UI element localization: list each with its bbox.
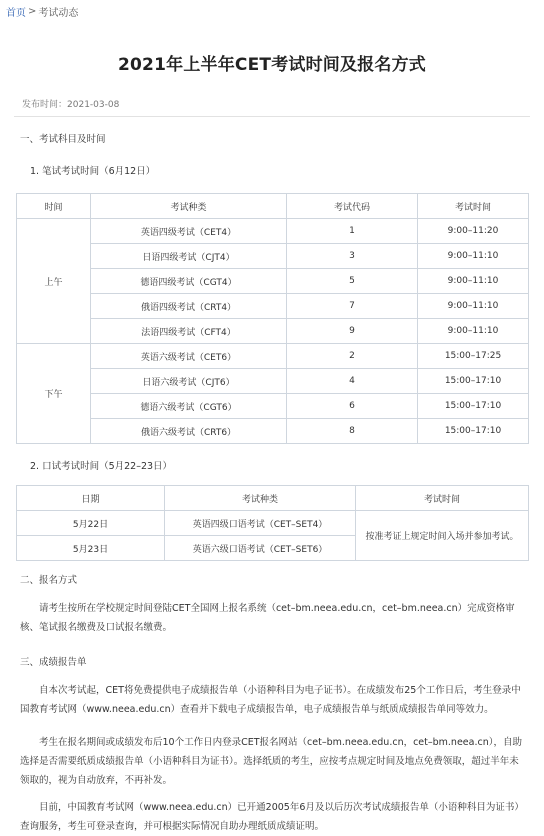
written-exam-table <box>16 193 529 444</box>
column-header: 考试时间 <box>356 486 529 511</box>
table-header-row <box>17 486 529 511</box>
column-header: 日期 <box>17 486 165 511</box>
oral-exam-table <box>16 485 529 561</box>
subject-cell: 俄语六级考试（CRT6） <box>91 419 287 444</box>
subject-cell: 日语四级考试（CJT4） <box>91 244 287 269</box>
report-paragraph: 自本次考试起，CET将免费提供电子成绩报告单（小语种科目为电子证书）。在成绩发布25个工作日后，考生登录中国教育考试网（www.neea.edu.cn）查看并下载电子成绩报告单，电子成绩报告单与纸质成绩报告单同等效力。 <box>20 685 521 715</box>
publish-date: 2021-03-08 <box>67 100 120 110</box>
table-row <box>17 244 529 269</box>
date-cell: 5月22日 <box>17 511 165 536</box>
written-exam-heading: 1. 笔试考试时间（6月12日） <box>30 166 156 177</box>
code-cell: 2 <box>287 344 418 369</box>
section2-heading: 二、报名方式 <box>20 575 78 586</box>
code-cell: 5 <box>287 269 418 294</box>
report-paragraph: 目前，中国教育考试网（www.neea.edu.cn）已开通2005年6月及以后历次考试成绩报告单（小语种科目为证书）查询服务，考生可登录查询，并可根据实际情况自助办理纸质成绩证明。 <box>20 802 524 832</box>
subject-cell: 英语六级口语考试（CET–SET6） <box>165 536 356 561</box>
time-cell: 15:00–17:10 <box>418 394 529 419</box>
period-cell: 上午 <box>17 219 91 344</box>
column-header: 考试种类 <box>165 486 356 511</box>
table-header-row <box>17 194 529 219</box>
subject-cell: 法语四级考试（CFT4） <box>91 319 287 344</box>
code-cell: 4 <box>287 369 418 394</box>
column-header: 考试时间 <box>418 194 529 219</box>
table-row <box>17 269 529 294</box>
time-cell: 15:00–17:10 <box>418 419 529 444</box>
code-cell: 6 <box>287 394 418 419</box>
subject-cell: 俄语四级考试（CRT4） <box>91 294 287 319</box>
publish-info <box>22 97 119 110</box>
breadcrumb <box>6 4 78 19</box>
time-cell: 9:00–11:10 <box>418 319 529 344</box>
table-row <box>17 319 529 344</box>
exam-time-note: 按准考证上规定时间入场并参加考试。 <box>356 511 529 561</box>
code-cell: 8 <box>287 419 418 444</box>
subject-cell: 英语四级口语考试（CET–SET4） <box>165 511 356 536</box>
code-cell: 3 <box>287 244 418 269</box>
table-row <box>17 219 529 244</box>
code-cell: 7 <box>287 294 418 319</box>
subject-cell: 英语六级考试（CET6） <box>91 344 287 369</box>
time-cell: 9:00–11:10 <box>418 269 529 294</box>
subject-cell: 德语四级考试（CGT4） <box>91 269 287 294</box>
registration-paragraph: 请考生按所在学校规定时间登陆CET全国网上报名系统（cet–bm.neea.edu.cn，cet–bm.neea.cn）完成资格审核、笔试报名缴费及口试报名缴费。 <box>20 603 515 633</box>
table-row <box>17 369 529 394</box>
breadcrumb-separator: > <box>28 6 37 17</box>
period-cell: 下午 <box>17 344 91 444</box>
breadcrumb-home-link[interactable]: 首页 <box>6 8 26 19</box>
date-cell: 5月23日 <box>17 536 165 561</box>
subject-cell: 德语六级考试（CGT6） <box>91 394 287 419</box>
code-cell: 1 <box>287 219 418 244</box>
table-row <box>17 294 529 319</box>
column-header: 考试种类 <box>91 194 287 219</box>
table-row <box>17 419 529 444</box>
section3-heading: 三、成绩报告单 <box>20 657 87 668</box>
time-cell: 15:00–17:10 <box>418 369 529 394</box>
page-title: 2021年上半年CET考试时间及报名方式 <box>118 55 426 75</box>
table-row <box>17 394 529 419</box>
oral-exam-heading: 2. 口试考试时间（5月22–23日） <box>30 461 173 472</box>
publish-label: 发布时间： <box>22 100 68 110</box>
time-cell: 9:00–11:10 <box>418 244 529 269</box>
section1-heading: 一、考试科目及时间 <box>20 134 106 145</box>
time-cell: 9:00–11:10 <box>418 294 529 319</box>
subject-cell: 日语六级考试（CJT6） <box>91 369 287 394</box>
column-header: 时间 <box>17 194 91 219</box>
time-cell: 15:00–17:25 <box>418 344 529 369</box>
code-cell: 9 <box>287 319 418 344</box>
breadcrumb-current-link[interactable]: 考试动态 <box>38 8 79 19</box>
table-row <box>17 344 529 369</box>
title-divider <box>14 116 530 117</box>
report-paragraph: 考生在报名期间或成绩发布后10个工作日内登录CET报名网站（cet–bm.neea.edu.cn，cet–bm.neea.cn），自助选择是否需要纸质成绩报告单（小语种科目为证书）。选择纸质的考生，应按考点规定时间及地点免费领取，超过半年未领取的，视为自动放弃，不再补发。 <box>20 737 522 786</box>
time-cell: 9:00–11:20 <box>418 219 529 244</box>
subject-cell: 英语四级考试（CET4） <box>91 219 287 244</box>
table-row <box>17 511 529 536</box>
column-header: 考试代码 <box>287 194 418 219</box>
